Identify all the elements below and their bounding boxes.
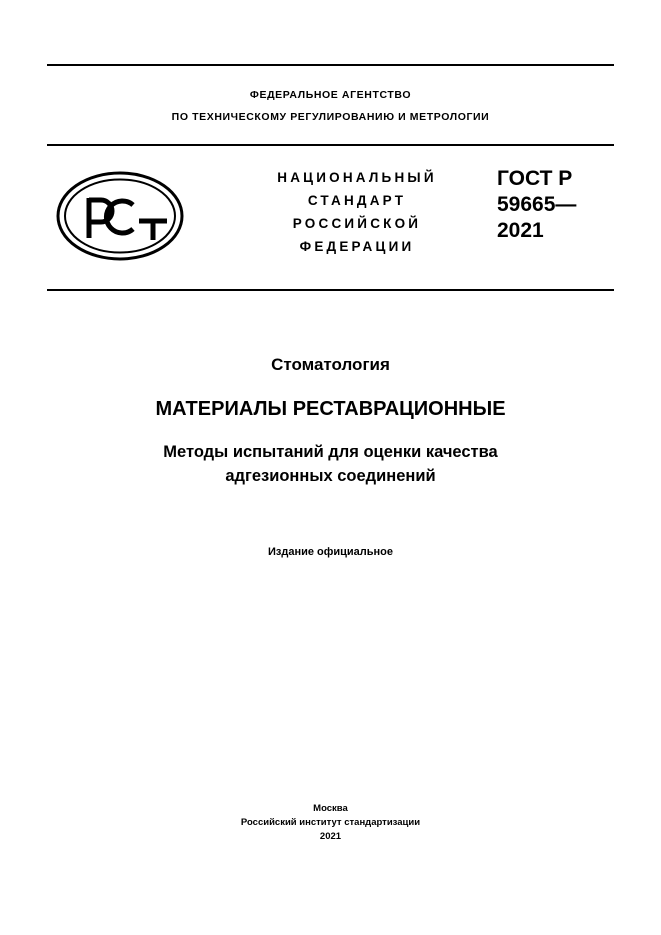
footer-publisher: Российский институт стандартизации (240, 817, 421, 828)
designation-line-3: 2021 (497, 219, 544, 242)
emblem-row (47, 144, 614, 289)
document-main-title: МАТЕРИАЛЫ РЕСТАВРАЦИОННЫЕ (155, 398, 506, 420)
document-subtitle (47, 440, 614, 488)
standard-label-line-3: РОССИЙСКОЙ (292, 216, 422, 231)
designation-line-2: 59665— (497, 193, 577, 216)
footer-year: 2021 (319, 831, 342, 842)
document-field-title: Стоматология (271, 355, 390, 374)
footer-imprint (47, 802, 614, 844)
divider-bottom (47, 289, 614, 291)
standard-label-line-2: СТАНДАРТ (307, 193, 407, 208)
document-subtitle-line-1: Методы испытаний для оценки качества (163, 443, 498, 461)
title-block (47, 352, 614, 488)
edition-note: Издание официальное (267, 546, 394, 558)
footer-city: Москва (313, 803, 348, 814)
agency-line-2: ПО ТЕХНИЧЕСКОМУ РЕГУЛИРОВАНИЮ И МЕТРОЛОГИИ (171, 111, 490, 123)
standard-label (222, 166, 492, 258)
gost-r-emblem-icon (55, 168, 185, 264)
agency-header (47, 84, 614, 128)
agency-line-1: ФЕДЕРАЛЬНОЕ АГЕНТСТВО (249, 89, 412, 101)
designation-line-1: ГОСТ Р (497, 167, 573, 190)
document-subtitle-line-2: адгезионных соединений (225, 467, 436, 485)
standard-label-line-4: ФЕДЕРАЦИИ (299, 239, 415, 254)
standard-label-line-1: НАЦИОНАЛЬНЫЙ (277, 170, 437, 185)
divider-top (47, 64, 614, 66)
standard-designation (497, 166, 622, 244)
